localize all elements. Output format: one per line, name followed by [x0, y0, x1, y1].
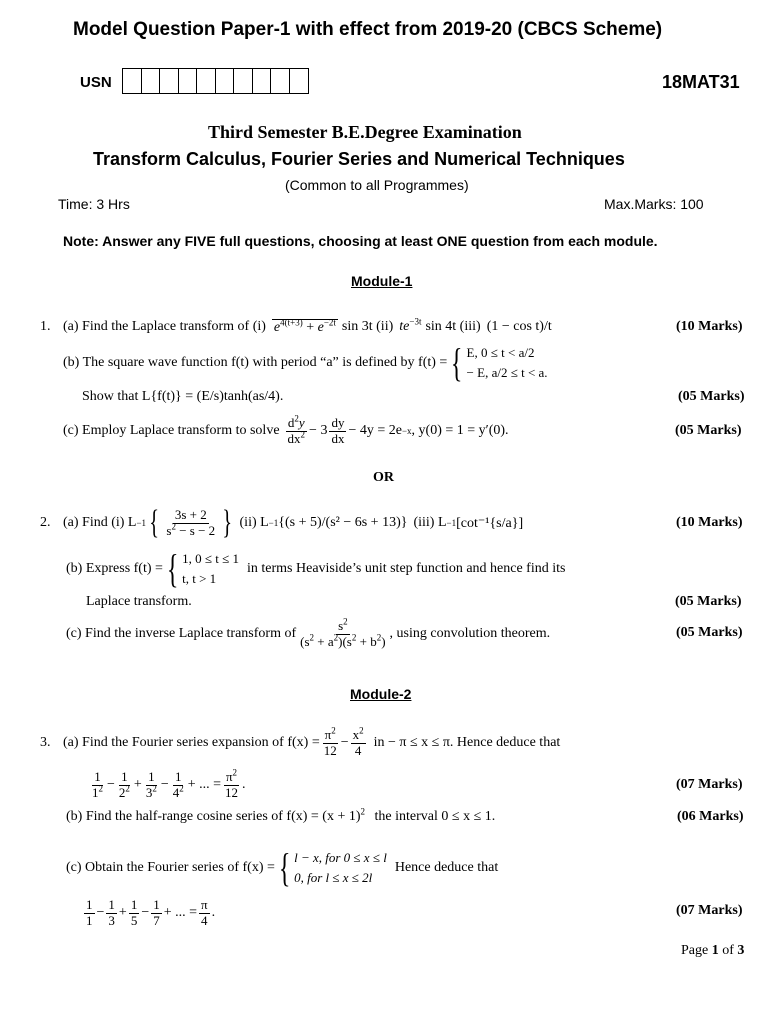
usn-box[interactable] — [216, 69, 235, 93]
usn-box[interactable] — [142, 69, 161, 93]
q3b-line: (b) Find the half-range cosine series of $f(x) = (x + 1)^2$ the interval 0 ≤ x ≤ 1. — [66, 806, 496, 824]
usn-box[interactable] — [290, 69, 309, 93]
max-marks-label: Max.Marks: 100 — [604, 196, 704, 212]
q3b-text: (b) Find the half-range cosine series of f(x) = (x + 1) — [66, 809, 361, 824]
q1a-line: (a) Find the Laplace transform of (i) $e^{4(t+3)} + e^{-2t}$ sin 3t (ii) $te^{-3t}$ sin 4t (iii) (1 − cos t)/t — [63, 316, 552, 335]
q2a-ii-expr: {(s + 5)/(s² − 6s + 13)} — [278, 515, 408, 530]
q3a-series: $\frac{1}{1^2}$ − $\frac{1}{2^2}$ + $\frac{1}{3^2}$ − $\frac{1}{4^2}$ + ... = $\frac{\pi^2}{12}$ . — [92, 767, 246, 800]
q2b-case1: 1, 0 ≤ t ≤ 1 — [182, 551, 240, 566]
usn-box[interactable] — [253, 69, 272, 93]
q3a-marks: (07 Marks) — [676, 777, 743, 792]
subject-title: Transform Calculus, Fourier Series and Numerical Techniques — [93, 149, 625, 169]
q2b-marks: (05 Marks) — [675, 594, 742, 609]
q2a-line: (a) Find (i) L −1 { $\frac{3s + 2}{s^2 - s - 2}$ } (ii) L −1 {(s + 5)/(s² − 6s + 13)} (iii) L −1 [cot⁻¹{s/a}] — [63, 504, 524, 541]
module-2-heading: Module-2 — [350, 686, 412, 702]
or-separator: OR — [373, 470, 394, 485]
q1a-text: (a) Find the Laplace transform of (i) — [63, 319, 266, 334]
q1b-show: Show that L{f(t)} = (E/s)tanh(as/4). — [82, 389, 284, 404]
q2a-marks: (10 Marks) — [676, 515, 743, 530]
q1-number: 1. — [40, 319, 51, 334]
q3c-marks: (07 Marks) — [676, 903, 743, 918]
q3c-series: $\frac{1}{1}$ − $\frac{1}{3}$ + $\frac{1}{5}$ − $\frac{1}{7}$ + ... = $\frac{\pi}{4}$ . — [86, 897, 216, 928]
q2c-text: (c) Find the inverse Laplace transform of — [66, 626, 297, 641]
q3c-line: (c) Obtain the Fourier series of f(x) = { l − x, for 0 ≤ x ≤ l 0, for l ≤ x ≤ 2l Hence deduce that — [66, 845, 499, 890]
q2a-iii: (iii) L — [413, 515, 447, 530]
q1a-i-tail: sin 3t (ii) — [341, 319, 394, 334]
q1b-line: (b) The square wave function f(t) with period “a” is defined by f(t) = { E, 0 ≤ t < a/2 − E, a/2 ≤ t < a. — [63, 340, 548, 385]
q2b-text: (b) Express f(t) = — [66, 561, 163, 576]
q1a-iii: (1 − cos t)/t — [486, 319, 552, 334]
page-current: 1 — [711, 943, 719, 958]
q1a-marks: (10 Marks) — [676, 319, 743, 334]
module-1-heading: Module-1 — [351, 273, 413, 289]
q1c-tail: − 4y = 2e — [348, 423, 402, 438]
usn-box[interactable] — [123, 69, 142, 93]
page-mid: of — [718, 943, 738, 958]
page-total: 3 — [737, 943, 745, 958]
q3a-tail: in − π ≤ x ≤ π. Hence deduce that — [373, 735, 561, 750]
usn-box[interactable] — [234, 69, 253, 93]
paper-title: Model Question Paper-1 with effect from 2019-20 (CBCS Scheme) — [73, 19, 663, 40]
usn-boxes[interactable] — [122, 68, 309, 94]
q2a-text: (a) Find (i) L — [63, 515, 137, 530]
q2b-line: (b) Express f(t) = { 1, 0 ≤ t ≤ 1 t, t > 1 in terms Heaviside’s unit step function and hence find its — [66, 546, 566, 591]
q1c-marks: (05 Marks) — [675, 423, 742, 438]
q3a-text: (a) Find the Fourier series expansion of f(x) = — [63, 735, 320, 750]
q1b-marks: (05 Marks) — [678, 389, 745, 404]
usn-box[interactable] — [160, 69, 179, 93]
q2-number: 2. — [40, 515, 51, 530]
q2b-case2: t, t > 1 — [182, 571, 217, 586]
q3c-tail: Hence deduce that — [394, 860, 499, 875]
q3a-line: (a) Find the Fourier series expansion of f(x) = $\frac{\pi^2}{12}$ − $\frac{x^2}{4}$ in − π ≤ x ≤ π. Hence deduce that — [63, 725, 561, 758]
q1b-case1: E, 0 ≤ t < a/2 — [466, 345, 535, 360]
q3b-tail: the interval 0 ≤ x ≤ 1. — [374, 809, 496, 824]
usn-box[interactable] — [197, 69, 216, 93]
q3c-text: (c) Obtain the Fourier series of f(x) = — [66, 860, 275, 875]
page-prefix: Page — [681, 943, 712, 958]
q2c-tail: , using convolution theorem. — [389, 626, 551, 641]
q3c-case1: l − x, for 0 ≤ x ≤ l — [294, 850, 387, 865]
usn-box[interactable] — [271, 69, 290, 93]
q3-number: 3. — [40, 735, 51, 750]
instruction-note: Note: Answer any FIVE full questions, choosing at least ONE question from each module. — [63, 233, 658, 249]
q1b-text: (b) The square wave function f(t) with period “a” is defined by f(t) = — [63, 355, 448, 370]
q2b-tail: in terms Heaviside’s unit step function and hence find its — [247, 561, 566, 576]
q2a-iii-expr: [cot⁻¹{s/a}] — [456, 515, 524, 531]
q1a-ii-tail: sin 4t (iii) — [425, 319, 481, 334]
course-code: 18MAT31 — [662, 72, 740, 92]
common-note: (Common to all Programmes) — [285, 177, 469, 193]
q1b-case2: − E, a/2 ≤ t < a. — [466, 365, 548, 380]
usn-label: USN — [80, 74, 112, 91]
page-number — [681, 943, 744, 959]
q2c-marks: (05 Marks) — [676, 625, 743, 640]
q1c-end: , y(0) = 1 = y′(0). — [411, 423, 509, 438]
q1a-sqrt: $e^{4(t+3)} + e^{-2t}$ — [273, 316, 336, 335]
q2c-line: (c) Find the inverse Laplace transform of $\frac{s^2}{(s^2 + a^2)(s^2 + b^2)}$ , using convolution theorem. — [66, 616, 551, 649]
q1c-text: (c) Employ Laplace transform to solve — [63, 423, 280, 438]
time-label: Time: 3 Hrs — [58, 196, 130, 212]
q2b-line2: Laplace transform. — [86, 594, 192, 609]
q3c-case2: 0, for l ≤ x ≤ 2l — [294, 870, 373, 885]
q3b-marks: (06 Marks) — [677, 809, 744, 824]
usn-box[interactable] — [179, 69, 198, 93]
q1c-line: (c) Employ Laplace transform to solve $\frac{d^2y}{dx^2}$ − 3 $\frac{dy}{dx}$ − 4y = 2e −x , y(0) = 1 = y′(0). — [63, 413, 509, 446]
q2a-ii: (ii) L — [239, 515, 269, 530]
semester-title: Third Semester B.E.Degree Examination — [208, 122, 522, 142]
